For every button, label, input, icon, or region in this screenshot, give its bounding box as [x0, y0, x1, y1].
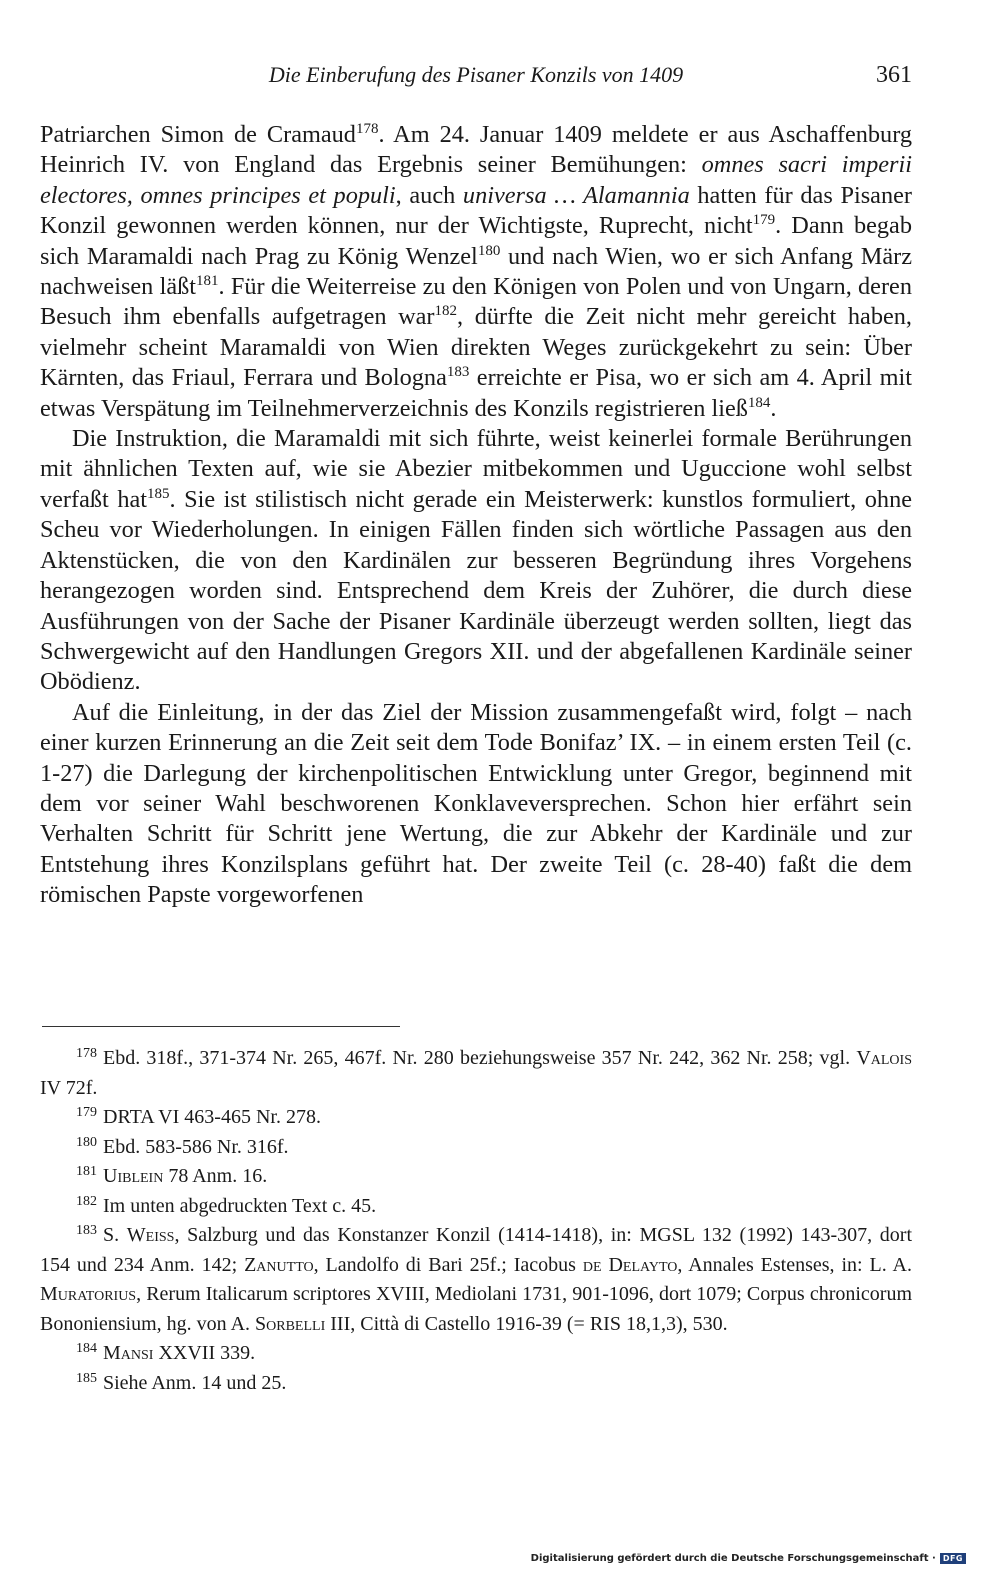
footnote-separator	[42, 1026, 400, 1027]
text-run: , Annales Estenses, in: L. A.	[677, 1253, 912, 1276]
running-title: Die Einberufung des Pisaner Konzils von 1409	[268, 62, 684, 87]
text-run: . Für die Weiterreise zu den Königen von Polen und von Ungarn, deren Besuch ihm ebenfalls aufgetragen war	[40, 273, 912, 331]
footnote-reference: 179	[752, 212, 776, 229]
page-number: 361	[876, 62, 912, 88]
text-run: DRTA VI 463-465 Nr. 278.	[103, 1106, 321, 1128]
text-run: IV 72f.	[40, 1076, 98, 1099]
text-run: . Dann begab sich Maramaldi nach Prag zu König Wenzel	[40, 212, 912, 270]
footnote	[40, 1192, 912, 1222]
small-caps-name: de Delayto	[582, 1253, 678, 1276]
text-run: erreichte er Pisa, wo er sich am 4. April mit etwas Verspätung im Teilnehmerverzeichnis des Konzils registrieren ließ	[40, 364, 912, 422]
footnote-number: 179	[76, 1105, 97, 1120]
paragraph	[40, 424, 912, 698]
footnote-number: 184	[76, 1341, 97, 1356]
small-caps-name: Muratorius	[40, 1283, 137, 1305]
text-run: Die Instruktion, die Maramaldi mit sich führte, weist keinerlei formale Berührungen mit ähnlichen Texten auf, wie sie Abezier mitbekommen und Uguccione wohl selbst verfaßt hat	[40, 425, 912, 513]
italic-text: omnes sacri imperii electores, omnes principes et populi	[40, 151, 912, 209]
text-run: , Salzburg und das Konstanzer Konzil (1414-1418), in: MGSL 132 (1992) 143-307, dort 154 und 234 Anm. 142;	[40, 1224, 913, 1276]
text-run: 78 Anm. 16.	[163, 1165, 268, 1187]
text-run: Im unten abgedruckten Text c. 45.	[103, 1194, 377, 1217]
text-run: Patriarchen Simon de Cramaud	[40, 121, 356, 148]
footnote-reference: 178	[355, 121, 379, 137]
small-caps-name: Mansi	[103, 1342, 154, 1364]
digitization-credit	[531, 1553, 966, 1564]
footnote-reference: 185	[147, 485, 170, 502]
footnote-reference: 180	[477, 242, 501, 259]
footnote	[40, 1103, 912, 1133]
footnote	[40, 1162, 912, 1192]
text-run: Ebd. 318f., 371-374 Nr. 265, 467f. Nr. 280 beziehungsweise 357 Nr. 242, 362 Nr. 258; vgl.	[103, 1047, 857, 1069]
footnote	[40, 1044, 912, 1103]
footnote	[40, 1369, 912, 1399]
small-caps-name: Valois	[856, 1047, 912, 1069]
footnote	[40, 1339, 912, 1369]
footnote-number: 178	[76, 1046, 97, 1061]
text-run: . Am 24. Januar 1409 meldete er aus Aschaffenburg Heinrich IV. von England das Ergebnis seiner Bemühungen:	[40, 121, 913, 179]
paragraph	[40, 698, 912, 911]
text-run: . Sie ist stilistisch nicht gerade ein Meisterwerk: kunstlos formuliert, ohne Scheu vor Wiederholungen. In einigen Fällen finden sich wörtliche Passagen aus den Aktenstücken, die von den Kardinälen zur besseren Begründung ihres Vorgehens herangezogen worden sind. Entsprechend dem Kreis der Zuhörer, die durch diese Ausführungen von der Sache der Pisaner Kardinäle überzeugt werden sollten, liegt das Schwergewicht auf den Handlungen Gregors XII. und der abgefallenen Kardinäle seiner Obödienz.	[40, 485, 912, 696]
text-run: Auf die Einleitung, in der das Ziel der Mission zusammengefaßt wird, folgt – nach einer kurzen Erinnerung an die Zeit seit dem Tode Bonifaz’ IX. – in einem ersten Teil (c. 1-27) die Darlegung der kirchenpolitischen Entwicklung unter Gregor, beginnend mit dem vor seiner Wahl beschworenen Konklaveversprechen. Schon hier erfährt sein Verhalten Schritt für Schritt jene Wertung, die zur Abkehr der Kardinäle und zur Entstehung ihres Konzilsplans geführt hat. Der zweite Teil (c. 28-40) faßt die dem römischen Papste vorgeworfenen	[40, 698, 912, 909]
italic-text: universa … Alamannia	[462, 181, 690, 209]
text-run: und nach Wien, wo er sich Anfang März nachweisen läßt	[40, 242, 912, 301]
paragraph	[40, 120, 912, 424]
text-run: S.	[103, 1224, 127, 1246]
small-caps-name: Zanutto	[244, 1253, 314, 1276]
text-run: , Rerum Italicarum scriptores XVIII, Mediolani 1731, 901-1096, dort 1079; Corpus chronicorum Bononiensium, hg. von A.	[40, 1283, 912, 1335]
text-run: , Landolfo di Bari 25f.; Iacobus	[313, 1253, 583, 1276]
small-caps-name: Uiblein	[103, 1165, 164, 1187]
text-run: Ebd. 583-586 Nr. 316f.	[103, 1135, 289, 1158]
footnote-number: 185	[76, 1370, 97, 1386]
footnote-number: 183	[76, 1223, 97, 1238]
text-run: , auch	[395, 181, 463, 209]
footnote-reference: 182	[434, 303, 458, 320]
footnote-number: 181	[76, 1164, 97, 1179]
small-caps-name: Weiss	[126, 1224, 175, 1246]
text-run: Siehe Anm. 14 und 25.	[103, 1371, 287, 1394]
text-run: .	[770, 394, 777, 422]
footnote	[40, 1221, 912, 1339]
text-run: , dürfte die Zeit nicht mehr gereicht haben, vielmehr scheint Maramaldi von Wien direkten Weges zurückgekehrt zu sein: Über Kärnten, das Friaul, Ferrara und Bologna	[40, 303, 912, 392]
credit-text: Digitalisierung gefördert durch die Deutsche Forschungsgemeinschaft ·	[530, 1553, 936, 1564]
footnote-number: 182	[76, 1193, 97, 1209]
footnote	[40, 1133, 912, 1163]
text-run: XXVII 339.	[153, 1342, 256, 1364]
footnotes	[40, 1044, 912, 1398]
footnote-number: 180	[76, 1134, 97, 1150]
text-run: hatten für das Pisaner Konzil gewonnen werden können, nur der Wichtigste, Ruprecht, nicht	[40, 181, 912, 240]
dfg-logo: DFG	[940, 1553, 966, 1564]
footnote-reference: 184	[747, 394, 771, 411]
body-text	[40, 120, 912, 911]
footnote-reference: 181	[196, 273, 219, 290]
footnote-reference: 183	[446, 364, 470, 381]
text-run: III, Città di Castello 1916-39 (= RIS 18,1,3), 530.	[325, 1312, 728, 1335]
small-caps-name: Sorbelli	[255, 1312, 326, 1335]
running-head	[40, 58, 912, 92]
